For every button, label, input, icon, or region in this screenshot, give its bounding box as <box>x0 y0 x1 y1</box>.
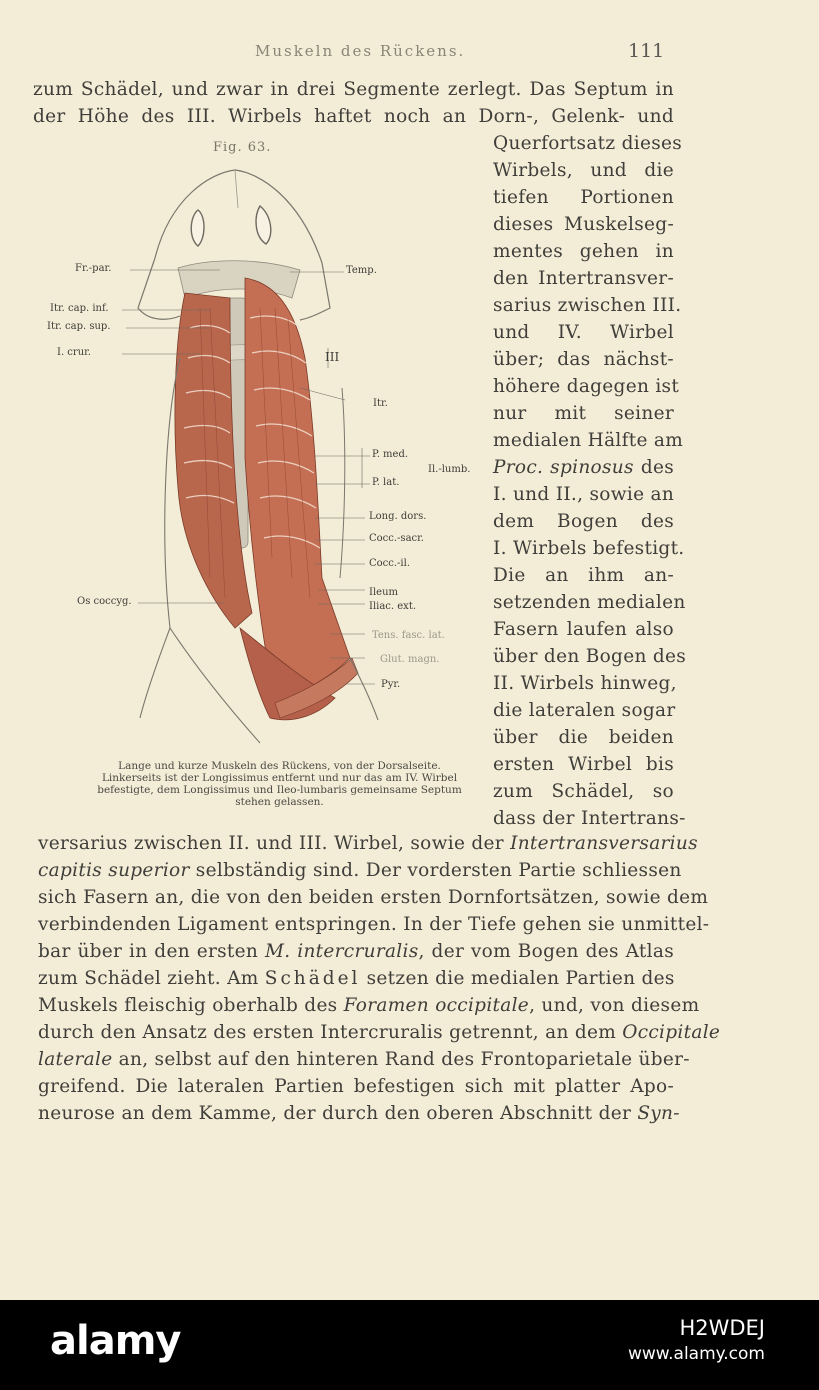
column-line: ersten Wirbel bis <box>493 754 674 775</box>
label-itr-cap-inf: Itr. cap. inf. <box>50 303 109 314</box>
column-line: mentes gehen in <box>493 241 674 262</box>
column-line: sarius zwischen III. <box>493 295 682 316</box>
column-line: Proc. spinosus des <box>493 457 674 478</box>
label-temp: Temp. <box>346 265 377 276</box>
column-line: den Intertransver- <box>493 268 674 289</box>
text-line: durch den Ansatz des ersten Intercruralis getrennt, an dem Occipitale <box>38 1022 721 1043</box>
label-fr-par: Fr.-par. <box>75 263 112 274</box>
figure-caption-line: Linkerseits ist der Longissimus entfernt und nur das am IV. Wirbel <box>101 772 458 784</box>
label-il-lumb: Il.-lumb. <box>428 464 471 475</box>
label-cocc-il: Cocc.-il. <box>369 558 411 569</box>
column-line: dieses Muskelseg- <box>493 214 674 235</box>
label-glut-magn: Glut. magn. <box>380 654 440 665</box>
text-line: zum Schädel zieht. Am Schädel setzen die medialen Partien des <box>38 968 675 989</box>
column-line: dass der Intertrans- <box>493 808 686 829</box>
column-line: I. Wirbels befestigt. <box>493 538 685 559</box>
label-roman-iii: III <box>325 350 340 364</box>
text-line: Muskels fleischig oberhalb des Foramen occipitale, und, von diesem <box>38 995 700 1016</box>
brand-logo: alamy <box>50 1318 181 1364</box>
column-line: setzenden medialen <box>493 592 686 613</box>
site-url: www.alamy.com <box>627 1344 765 1364</box>
figure-caption-line: befestigte, dem Longissimus und Ileo-lumbaris gemeinsame Septum <box>97 784 462 796</box>
column-line: II. Wirbels hinweg, <box>493 673 677 694</box>
column-line: nur mit seiner <box>493 403 674 424</box>
label-p-med: P. med. <box>372 449 409 460</box>
page-number: 111 <box>628 40 665 62</box>
running-title: Muskeln des Rückens. <box>255 42 466 60</box>
back-muscles-illustration <box>60 158 390 748</box>
column-line: tiefen Portionen <box>493 187 674 208</box>
column-line: zum Schädel, so <box>493 781 674 802</box>
text-line: versarius zwischen II. und III. Wirbel, sowie der Intertransversarius <box>38 833 698 854</box>
column-line: I. und II., sowie an <box>493 484 675 505</box>
figure-label: Fig. 63. <box>213 140 272 155</box>
label-os-coccyg: Os coccyg. <box>77 596 132 607</box>
text-line: sich Fasern an, die von den beiden ersten Dornfortsätzen, sowie dem <box>38 887 709 908</box>
label-itr-cap-sup: Itr. cap. sup. <box>47 321 111 332</box>
column-line: höhere dagegen ist <box>493 376 680 397</box>
label-itr: Itr. <box>373 398 388 409</box>
column-line: über die beiden <box>493 727 674 748</box>
label-ileum: Ileum <box>369 587 398 598</box>
text-line: neurose an dem Kamme, der durch den oberen Abschnitt der Syn- <box>38 1103 680 1124</box>
label-i-crur: I. crur. <box>57 347 91 358</box>
column-line: Fasern laufen also <box>493 619 674 640</box>
column-line: über den Bogen des <box>493 646 687 667</box>
running-header <box>0 42 819 64</box>
text-line: bar über in den ersten M. intercruralis, der vom Bogen des Atlas <box>38 941 674 962</box>
column-line: und IV. Wirbel <box>493 322 674 343</box>
text-line: der Höhe des III. Wirbels haftet noch an Dorn-, Gelenk- und <box>33 106 674 127</box>
label-cocc-sacr: Cocc.-sacr. <box>369 533 424 544</box>
column-line: die lateralen sogar <box>493 700 676 721</box>
label-long-dors: Long. dors. <box>369 511 427 522</box>
column-line: medialen Hälfte am <box>493 430 684 451</box>
text-line: capitis superior selbständig sind. Der vordersten Partie schliessen <box>38 860 682 881</box>
figure-caption-line: stehen gelassen. <box>235 796 324 808</box>
image-id: H2WDEJ <box>679 1316 765 1340</box>
text-line: greifend. Die lateralen Partien befestigen sich mit platter Apo- <box>38 1076 674 1097</box>
label-iliac-ext: Iliac. ext. <box>369 601 417 612</box>
column-line: Die an ihm an- <box>493 565 674 586</box>
column-line: über; das nächst- <box>493 349 674 370</box>
text-line: zum Schädel, und zwar in drei Segmente zerlegt. Das Septum in <box>33 79 674 100</box>
italic-term: Proc. spinosus <box>493 457 634 478</box>
label-pyr: Pyr. <box>381 679 401 690</box>
stock-photo-footer <box>0 1300 819 1390</box>
text-line: laterale an, selbst auf den hinteren Rand des Frontoparietale über- <box>38 1049 690 1070</box>
text-line: verbindenden Ligament entspringen. In der Tiefe gehen sie unmittel- <box>38 914 710 935</box>
label-p-lat: P. lat. <box>372 477 400 488</box>
column-line: Querfortsatz dieses <box>493 133 683 154</box>
column-line: Wirbels, und die <box>493 160 674 181</box>
label-tens-fasc-lat: Tens. fasc. lat. <box>372 630 445 641</box>
figure-caption-line: Lange und kurze Muskeln des Rückens, von der Dorsalseite. <box>118 760 441 772</box>
column-line: dem Bogen des <box>493 511 674 532</box>
